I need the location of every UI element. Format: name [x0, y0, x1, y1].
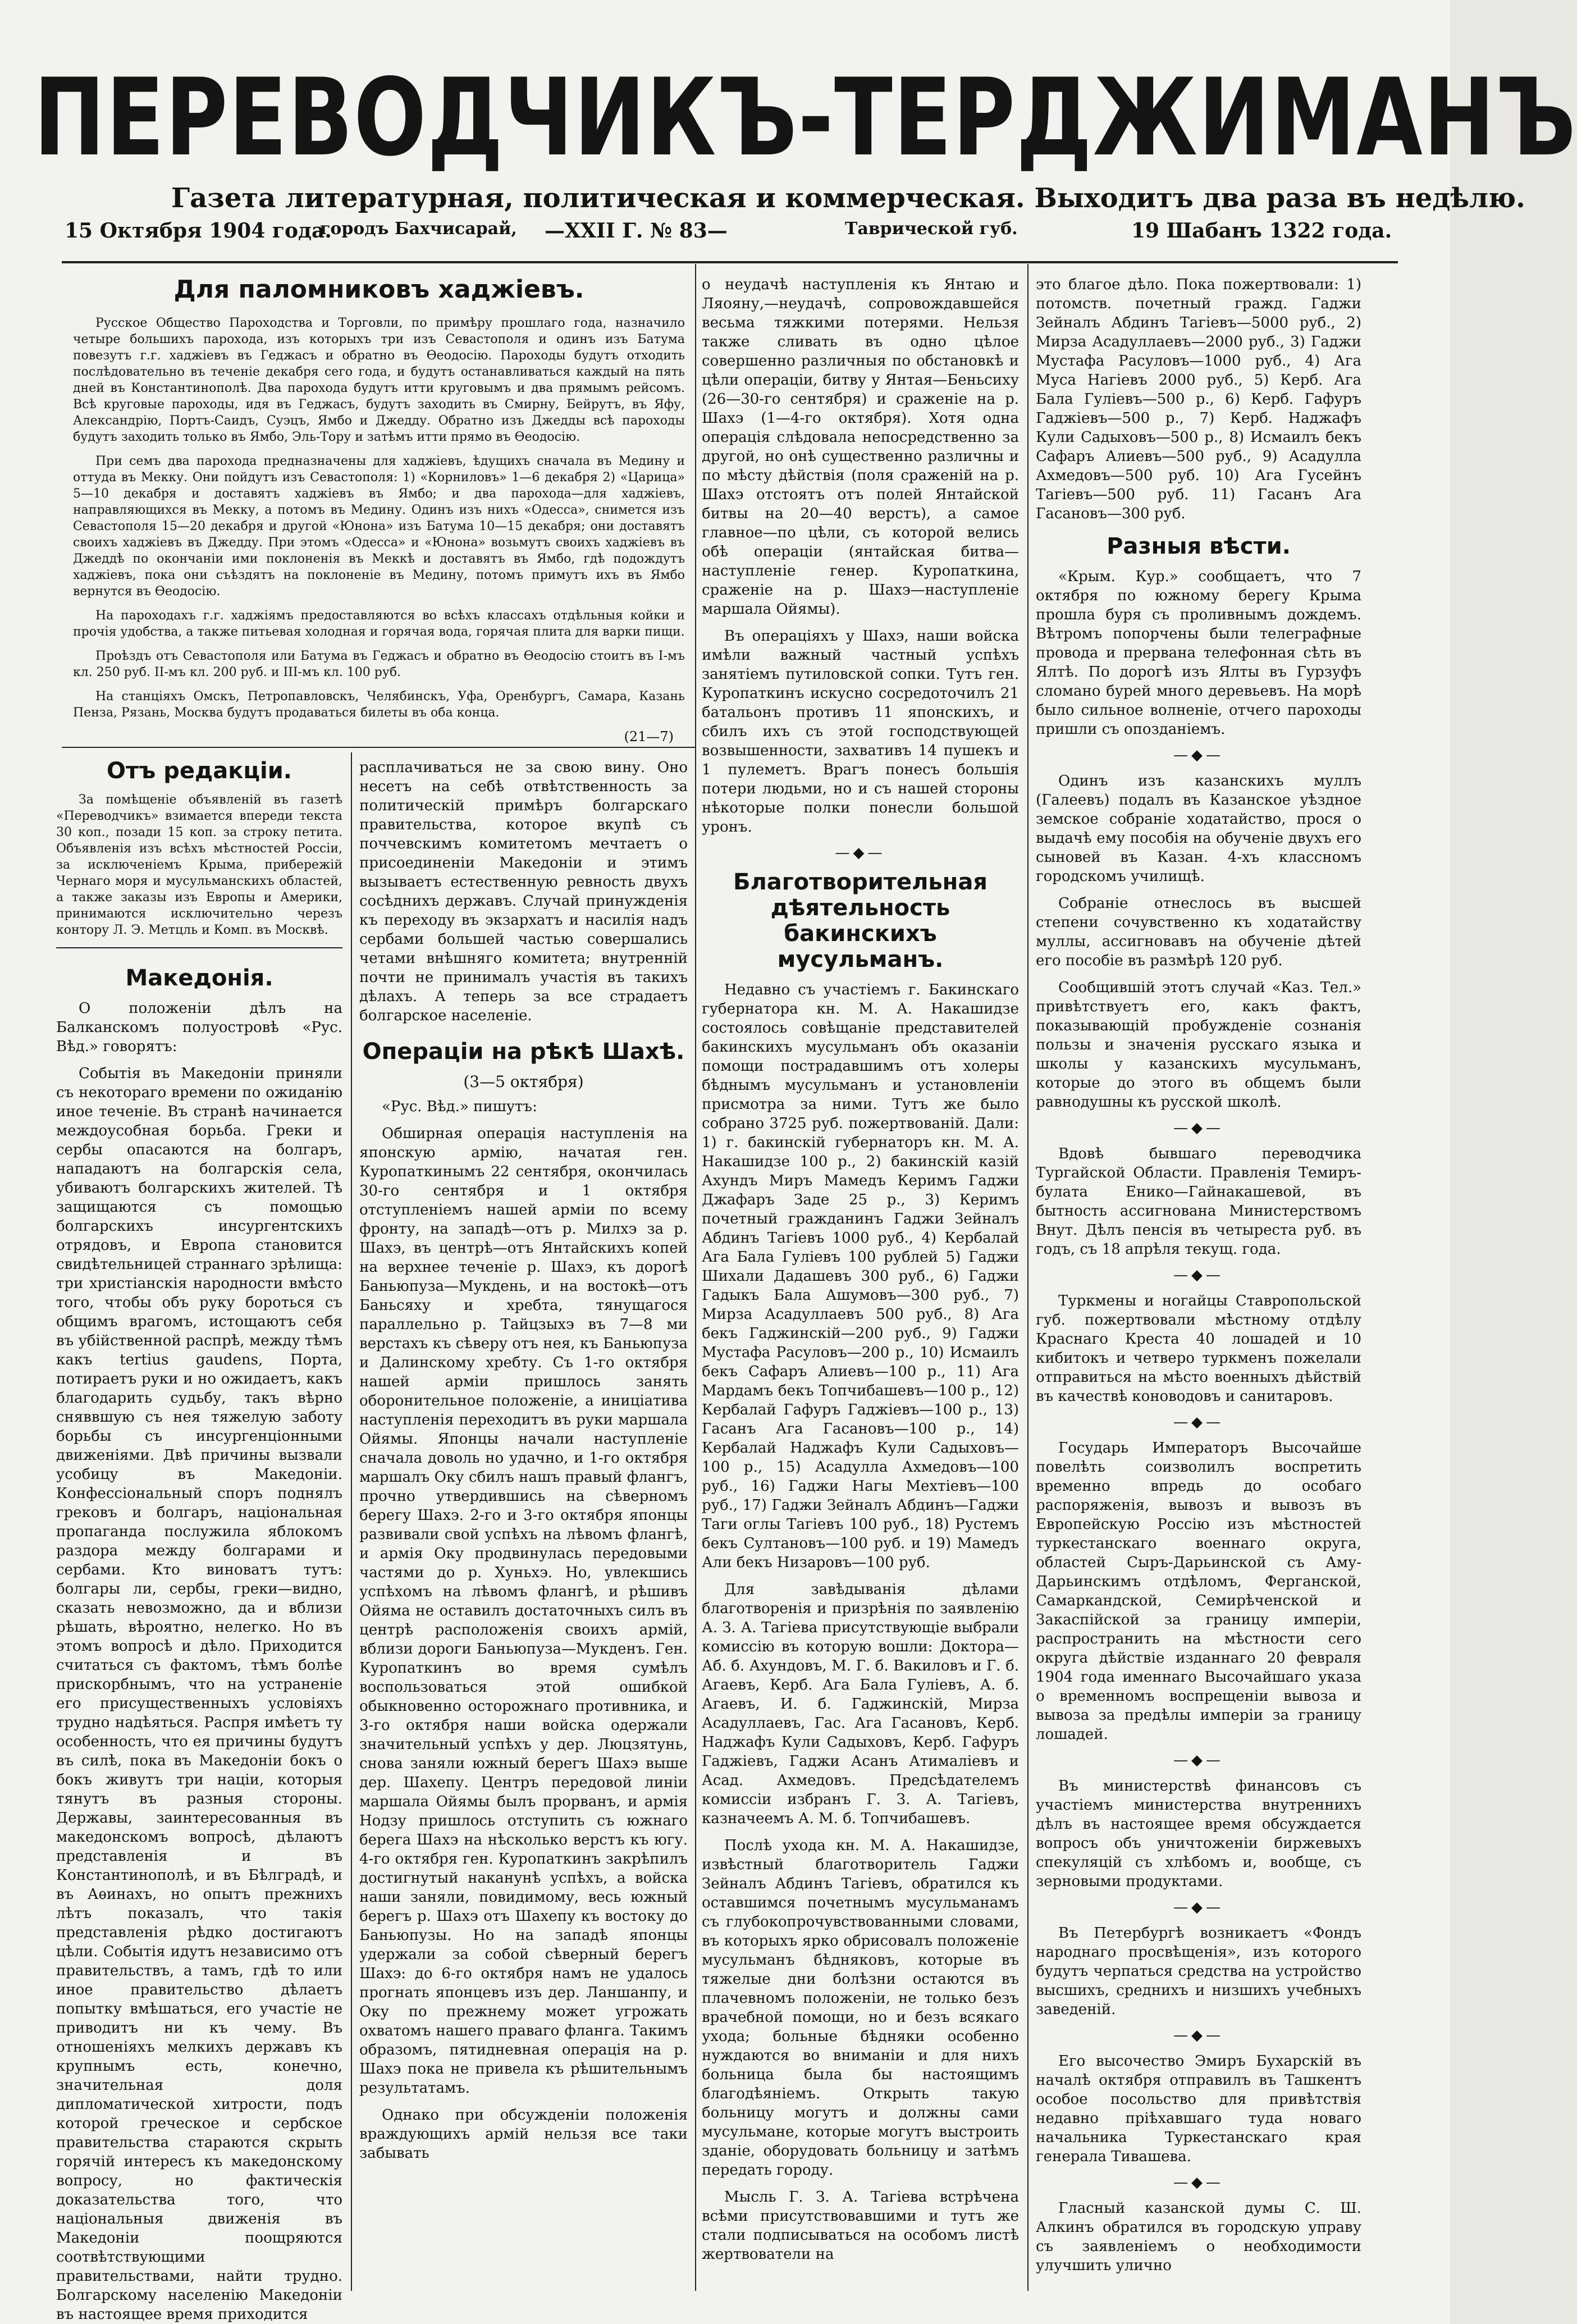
- baku-paragraph: Послѣ ухода кн. М. А. Накашидзе, извѣстный благотворитель Гаджи Зейналъ Абдинъ Тагіевъ, обратился къ оставшимся почетнымъ мусульманамъ съ глубокопрочувствованными словами, въ которыхъ ярко обрисовалъ положеніе мусульманъ бѣдняковъ, которые въ тяжелые дни болѣзни остаются въ плачевномъ положеніи, не только безъ врачебной помощи, но и безъ всякаго ухода; больные бѣдняки особенно нуждаются во вниманіи и для нихъ больница была бы настоящимъ благодѣяніемъ. Открыть такую больницу могутъ и должны сами мусульмане, которые могутъ выстроить зданіе, оборудовать больницу и затѣмъ передать городу.: [702, 1837, 1019, 2179]
- hajj-signature: (21—7): [624, 729, 674, 745]
- column-divider: [695, 264, 696, 2291]
- ornament-divider: —◆—: [835, 844, 886, 861]
- ornament-divider: —◆—: [1173, 1414, 1224, 1431]
- news-item: Въ Петербургѣ возникаетъ «Фондъ народнаго просвѣщенія», изъ которого будутъ черпаться средства на устройство высшихъ, среднихъ и низшихъ учебныхъ заведеній.: [1036, 1925, 1361, 2018]
- header-rule: [62, 261, 1398, 263]
- shakhe-title: Операціи на рѣкѣ Шахѣ.: [362, 1039, 685, 1065]
- macedonia-continuation: расплачиваться не за свою вину. Оно несетъ на себѣ отвѣтственность за политическій примѣръ болгарскаго правительства, которое вкупѣ съ поччевскимъ комитетомъ мечтаетъ о присоединеніи Македоніи и этимъ вызываетъ естественную ревность двухъ сосѣднихъ державъ. Случай принужденія къ переходу въ экзархатъ и насилія надъ сербами большей частью совершались четами внѣшняго комитета; внутренній почти не принималъ участія въ такихъ дѣлахъ. А теперь за все страдаетъ болгарское населеніе.: [359, 759, 688, 1024]
- news-item: Одинъ изъ казанскихъ муллъ (Галеевъ) подалъ въ Казанское уѣздное земское собраніе ходатайство, прося о выдачѣ ему пособія на обученіе двухъ его сыновей въ Казан. 4-хъ классномъ городскомъ училищѣ.: [1036, 773, 1361, 885]
- shakhe-text: Однако при обсужденіи положенія враждующихъ армій нельзя все таки забывать: [359, 2107, 688, 2162]
- shakhe-text: Обширная операція наступленія на японскую армію, начатая ген. Куропаткинымъ 22 сентября, окончилась 30-го сентября и 1 октября отступленіемъ нашей арміи по всему фронту, на западѣ—отъ р. Милхэ за р. Шахэ, въ центрѣ—отъ Янтайскихъ копей на верхнее теченіе р. Шахэ, къ дорогѣ Баньюпуза—Мукдень, и на востокѣ—отъ Баньсяху и хребта, тянущагося параллельно р. Тайцзыхэ въ 7—8 ми верстахъ къ сѣверу отъ нея, къ Баньюпуза и Далинскому хребту. Съ 1-го октября нашей арміи пришлось занять оборонительное положеніе, а иниціатива наступленія переходитъ въ руки маршала Ойямы. Японцы начали наступленіе сначала доволь но удачно, и 1-го октября маршалъ Оку сбилъ нашъ правый флангъ, прочно утвердившись на сѣверномъ берегу Шахэ. 2-го и 3-го октября японцы развивали свой успѣхъ на лѣвомъ флангѣ, и армія Оку продвинулась передовыми частями до р. Хуньхэ. Но, увлекшись успѣхомъ на лѣвомъ флангѣ, и рѣшивъ Ойяма не оставилъ достаточныхъ силъ въ центрѣ расположенія своихъ армій, вблизи дороги Баньюпуза—Мукденъ. Ген. Куропаткинъ во время сумѣлъ воспользоваться этой ошибкой обыкновенно осторожнаго противника, и 3-го октября наши войска одержали значительный успѣхъ у дер. Люцзятунь, снова заняли южный берегъ Шахэ выше дер. Шахепу. Центръ передовой линіи маршала Ойямы былъ прорванъ, и армія Нодзу пришлось отступить съ южнаго берега Шахэ на нѣсколько верстъ къ югу. 4-го октября ген. Куропаткинъ закрѣпилъ достигнутый наканунѣ успѣхъ, а войска наши заняли, повидимому, весь южный берегъ р. Шахэ отъ Шахепу къ востоку до Баньюпузы. Но на западѣ японцы удержали за собой сѣверный берегъ Шахэ: до 6-го октября намъ не удалось прогнать японцевъ изъ дер. Ланшанпу, и Оку по прежнему может угрожать охватомъ нашего праваго фланга. Такимъ образомъ, пятидневная операція на р. Шахэ пока не привела къ рѣшительнымъ результатамъ.: [359, 1125, 688, 2097]
- hijri-date: 19 Шабанъ 1322 года.: [1131, 219, 1392, 243]
- column-4: [1036, 275, 1361, 2285]
- news-item: Государь Императоръ Высочайше повелѣть соизволилъ воспретить временно впредь до особаго распоряженія, вывозъ и вывозъ въ Европейскую Россію изъ мѣстностей туркестанскаго военнаго округа, областей Сыръ-Дарьинской съ Аму-Дарьинскимъ отдѣломъ, Ферганской, Самаркандской, Семирѣченской и Закаспійской за границу имперіи, распространить на мѣстности сего округа дѣйствіе изданнаго 20 февраля 1904 года именнаго Высочайшаго указа о временномъ воспрещеніи вывоза и вывоза за предѣлы имперіи за границу лошадей.: [1036, 1440, 1361, 1743]
- section-rule: [56, 947, 342, 948]
- baku-paragraph: Мысль Г. З. А. Тагіева встрѣчена всѣми присутствовавшими и тутъ же стали подписываться на особомъ листѣ жертвователи на: [702, 2189, 1019, 2263]
- macedonia-paragraph: Событія въ Македоніи приняли съ некотораго времени по ожиданію иное теченіе. Въ странѣ начинается междоусобная борьба. Греки и сербы опасаются на болгаръ, нападаютъ на болгарскія села, убиваютъ болгарскихъ жителей. Тѣ защищаются съ помощью болгарскихъ инсургентскихъ отрядовъ, и Европа становится свидѣтельницей страннаго зрѣлища: три христіанскія народности вмѣсто того, чтобы объ руку бороться съ общимъ врагомъ, истощаютъ себя въ убійственной распрѣ, между тѣмъ какъ tertius gaudens, Порта, потираетъ руки и но ожидаетъ, какъ благодарить судьбу, такъ вѣрно сняввшую съ нея тяжелую заботу борьбы съ инсургенціонными движеніями. Двѣ причины вызвали усобицу въ Македоніи. Конфессіональный споръ поднялъ грековъ и болгаръ, національная пропаганда послужила яблокомъ раздора между болгарами и сербами. Кто виноватъ тутъ: болгары ли, сербы, греки—видно, сказать невозможно, да и вблизи рѣшать, вѣроятно, нелегко. Но въ этомъ вопросѣ и дѣло. Приходится считаться съ фактомъ, тѣмъ болѣе прискорбнымъ, что на устраненіе его присущественныхъ условіяхъ трудно надѣяться. Распря имѣетъ ту особенность, что ея причины будутъ въ силѣ, пока въ Македоніи бокъ о бокъ живутъ три націи, которыя тянутъ въ разныя стороны. Державы, заинтересованныя въ македонскомъ вопросѣ, дѣлаютъ представленія и въ Константинополѣ, и въ Бѣлградѣ, и въ Аѳинахъ, но опытъ прежнихъ лѣтъ показалъ, что такія представленія рѣдко достигаютъ цѣли. Событія идутъ независимо отъ правительствъ, а тамъ, гдѣ то или иное правительство дѣлаетъ попытку вмѣшаться, его участіе не приводитъ ни къ чему. Въ отношеніяхъ мелкихъ державъ къ крупнымъ есть, конечно, значительная доля дипломатической хитрости, подъ которой греческое и сербское правительства стараются скрыть горячій интересъ къ македонскому вопросу, но фактическія доказательства того, что національныя движенія въ Македоніи поощряются соотвѣтствующими правительствами, найти трудно. Болгарскому населенію Македоніи въ настоящее время приходится: [56, 1065, 342, 2323]
- shakhe-continuation: о неудачѣ наступленія къ Янтаю и Ляояну,—неудачѣ, сопровождавшейся весьма тяжкими потерями. Нельзя также сливать въ одно цѣлое совершенно различныя по обстановкѣ и цѣли операціи, битву у Янтая—Беньсиху (26—30-го сентября) и сраженіе на р. Шахэ (1—4-го октября). Хотя одна операція слѣдовала непосредственно за другой, но онѣ существенно различны и по мѣсту дѣйствія (поля сраженій на р. Шахэ отстоятъ отъ полей Янтайской битвы на 20—40 верстъ), а самое главное—по цѣли, съ которой велись обѣ операціи (янтайская битва—наступленіе генер. Куропаткина, сраженіе на р. Шахэ—наступленіе маршала Ойямы).: [702, 276, 1019, 618]
- issue-number: —XXII Г. № 83—: [545, 219, 728, 243]
- news-item: Въ министерствѣ финансовъ съ участіемъ министерства внутреннихъ дѣлъ въ настоящее время обсуждается вопросъ объ уничтоженіи биржевыхъ спекуляцій съ хлѣбомъ и, вообще, съ зерновыми продуктами.: [1036, 1778, 1361, 1890]
- issue-region: Таврической губ.: [845, 219, 1018, 239]
- dateline: [65, 219, 1392, 253]
- baku-paragraph: Для завѣдыванія дѣлами благотворенія и призрѣнія по заявленію А. З. А. Тагіева присутствующіе выбрали комиссію въ которую вошли: Доктора—Аб. б. Ахундовъ, М. Г. б. Вакиловъ и Г. б. Агаевъ, Керб. Ага Бала Гуліевъ, А. б. Агаевъ, И. б. Гаджинскій, Мирза Асадуллаевъ, Гас. Ага Гасановъ, Керб. Наджафъ Кули Садыховъ, Керб. Гафуръ Гаджіевъ, Гаджи Асанъ Атималіевъ и Асад. Ахмедовъ. Предсѣдателемъ комиссіи избранъ Г. З. А. Тагіевъ, казначеемъ А. М. б. Топчибашевъ.: [702, 1581, 1019, 1827]
- column-divider: [1027, 264, 1029, 2291]
- shakhe-continuation: Въ операціяхъ у Шахэ, наши войска имѣли важный частный успѣхъ занятіемъ путиловской сопки. Тутъ ген. Куропаткинъ искусно сосредоточилъ 21 батальонъ противъ 11 японскихъ, и сбилъ ихъ съ этой господствующей возвышенности, захвативъ 14 пушекъ и 1 пулеметъ. Врагъ понесъ большія потери людьми, но и съ нашей стороны нѣкоторые полки понесли большой уронъ.: [702, 628, 1019, 835]
- column-divider: [351, 752, 352, 2291]
- news-item: Сообщившій этотъ случай «Каз. Тел.» привѣтствуетъ его, какъ фактъ, показывающій пробужденіе сознанія пользы и значенія русскаго языка и школы у казанскихъ мусульманъ, которые до этого въ общемъ были равнодушны къ русской школѣ.: [1036, 979, 1361, 1111]
- news-item: Туркмены и ногайцы Ставропольской губ. пожертвовали мѣстному отдѣлу Краснаго Креста 40 лошадей и 10 кибитокъ и четверо туркменъ пожелали отправиться на мѣсто военныхъ дѣйствій въ качествѣ коноводовъ и санитаровъ.: [1036, 1293, 1361, 1405]
- ornament-divider: —◆—: [1173, 1752, 1224, 1769]
- ornament-divider: —◆—: [1173, 1267, 1224, 1284]
- ornament-divider: —◆—: [1173, 747, 1224, 764]
- baku-continuation: это благое дѣло. Пока пожертвовали: 1) потомств. почетный гражд. Гаджи Зейналъ Абдинъ Тагіевъ—5000 руб., 2) Мирза Асадуллаевъ—2000 руб., 3) Гаджи Мустафа Расуловъ—1000 руб., 4) Ага Муса Нагіевъ 2000 руб., 5) Керб. Ага Бала Гуліевъ—500 р., 6) Керб. Гафуръ Гаджіевъ—500 р., 7) Керб. Наджафъ Кули Садыховъ—500 р., 8) Исмаилъ бекъ Сафаръ Алиевъ—500 руб., 9) Асадулла Ахмедовъ—500 руб. 10) Ага Гусейнъ Тагіевъ—500 руб. 11) Гасанъ Ага Гасановъ—300 руб.: [1036, 276, 1361, 522]
- shakhe-source: «Рус. Вѣд.» пишутъ:: [382, 1098, 537, 1115]
- baku-title: Благотворительная дѣятельность бакинскихъ мусульманъ.: [733, 869, 988, 972]
- ornament-divider: —◆—: [1173, 2174, 1224, 2191]
- news-item: «Крым. Кур.» сообщаетъ, что 7 октября по южному берегу Крыма прошла буря съ проливнымъ дождемъ. Вѣтромъ попорчены были телеграфные провода и прервана телефонная сѣть въ Ялтѣ. По дорогѣ изъ Ялты въ Гурзуфъ сломано бурей много деревьевъ. На морѣ было сильное волненіе, отчего пароходы пришли съ опозданіемъ.: [1036, 568, 1361, 738]
- news-item: Собраніе отнеслось въ высшей степени сочувственно къ ходатайству муллы, ассигновавъ на обученіе дѣтей его пособіе въ размѣрѣ 120 руб.: [1036, 895, 1361, 969]
- editorial-title: Отъ редакціи.: [107, 758, 292, 784]
- hajj-paragraph: Проѣздъ отъ Севастополя или Батума въ Геджасъ и обратно въ Ѳеодосію стоитъ въ I-мъ кл. 250 руб. II-мъ кл. 200 руб. и III-мъ кл. 100 руб.: [73, 649, 685, 679]
- hajj-paragraph: Русское Общество Пароходства и Торговли, по примѣру прошлаго года, назначило четыре большихъ парохода, изъ которыхъ три изъ Севастополя и одинъ изъ Батума повезутъ г.г. хаджіевъ въ Геджасъ и обратно въ Ѳеодосію. Пароходы будутъ отходить послѣдовательно въ теченіе декабря сего года, и будутъ останавливаться каждый на пять дней въ Константинополѣ. Два парохода будутъ итти круговымъ и два прямымъ рейсомъ. Всѣ круговые пароходы, идя въ Геджасъ, будутъ заходить въ Смирну, Бейрутъ, въ Яфу, Александрію, Портъ-Саидъ, Суэцъ, Ямбо и Джедду. Обратно изъ Джедды всѣ пароходы будутъ заходить только въ Ямбо, Эль-Тору и затѣмъ итти прямо въ Ѳеодосію.: [73, 316, 685, 444]
- macedonia-title: Македонія.: [125, 965, 273, 991]
- column-1: [56, 758, 342, 2323]
- shakhe-dates: (3—5 октября): [463, 1072, 584, 1091]
- macedonia-paragraph: О положеніи дѣлъ на Балканскомъ полуостровѣ «Рус. Вѣд.» говорятъ:: [56, 1000, 342, 1055]
- hajj-title: Для паломниковъ хаджіевъ.: [173, 275, 584, 304]
- masthead-title: ПЕРЕВОДЧИКЪ-ТЕРДЖИМАНЪ: [34, 56, 1577, 180]
- section-rule: [62, 747, 695, 748]
- news-title: Разныя вѣсти.: [1107, 533, 1291, 559]
- masthead-subtitle: Газета литературная, политическая и коммерческая. Выходитъ два раза въ недѣлю.: [171, 182, 1525, 214]
- hajj-paragraph: На пароходахъ г.г. хаджіямъ предоставляются во всѣхъ классахъ отдѣльныя койки и прочія удобства, а также питьевая холодная и горячая вода, горячая плита для варки пищи.: [73, 609, 685, 639]
- news-item: Вдовѣ бывшаго переводчика Тургайской Области. Правленія Темиръ-булата Енико—Гайнакашевой, въ бытность ассигнована Министерствомъ Внут. Дѣлъ пенсія въ четыреста руб. въ годъ, съ 18 апрѣля текущ. года.: [1036, 1145, 1361, 1258]
- hajj-paragraph: При семъ два парохода предназначены для хаджіевъ, ѣдущихъ сначала въ Медину и оттуда въ Мекку. Они пойдутъ изъ Севастополя: 1) «Корниловъ» 1—6 декабря 2) «Царица» 5—10 декабря и доставятъ хаджіевъ въ Ямбо; и два парохода—для хаджіевъ, направляющихся въ Мекку, а потомъ въ Медину. Одинъ изъ нихъ «Одесса», снимется изъ Севастополя 15—20 декабря и другой «Юнона» изъ Батума 10—15 декабря; они доставятъ своихъ хаджіевъ въ Джедду. При этомъ «Одесса» и «Юнона» возьмутъ своихъ хаджіевъ въ Джеддѣ по окончаніи ими поклоненія въ Меккѣ и доставятъ въ Ямбо, гдѣ подождутъ хаджіевъ, пока они съѣздятъ на поклоненіе въ Медину, потомъ примутъ ихъ въ Ямбо вернутся въ Ѳеодосію.: [73, 454, 685, 599]
- news-item: Гласный казанской думы С. Ш. Алкинъ обратился въ городскую управу съ заявленіемъ о необходимости улучшить улично: [1036, 2200, 1361, 2274]
- editorial-text: За помѣщеніе объявленій въ газетѣ «Переводчикъ» взимается впереди текста 30 коп., позади 15 коп. за строку петита. Объявленія изъ всѣхъ мѣстностей Россіи, за исключеніемъ Крыма, прибережій Чернаго моря и мусульманскихъ областей, а также заказы изъ Европы и Америки, принимаются исключительно черезъ контору Л. Э. Метцль и Комп. въ Москвѣ.: [56, 793, 342, 937]
- issue-date: 15 Октября 1904 года.: [65, 219, 332, 243]
- column-3: [702, 275, 1019, 2285]
- baku-paragraph: Недавно съ участіемъ г. Бакинскаго губернатора кн. М. А. Накашидзе состоялось совѣщаніе представителей бакинскихъ мусульманъ объ оказаніи помощи пострадавшимъ отъ холеры бѣднымъ мусульманъ и установленіи присмотра за ними. Тутъ же было собрано 3725 руб. пожертвованій. Дали: 1) г. бакинскій губернаторъ кн. М. А. Накашидзе 100 р., 2) бакинскій казій Ахундъ Миръ Мамедъ Керимъ Гаджи Джафаръ Заде 25 р., 3) Керимъ почетный гражданинъ Гаджи Зейналъ Абдинъ Тагіевъ 1000 руб., 4) Кербалай Ага Бала Гуліевъ 100 рублей 5) Гаджи Шихали Дадашевъ 300 руб., 6) Гаджи Гадыкъ Бала Ашумовъ—300 руб., 7) Мирза Асадуллаевъ 500 руб., 8) Ага бекъ Гаджинскій—200 руб., 9) Гаджи Мустафа Расуловъ—200 р., 10) Исмаилъ бекъ Сафаръ Алиевъ—100 р., 11) Ага Мардамъ бекъ Топчибашевъ—100 р., 12) Кербалай Гафуръ Гаджіевъ—100 р., 13) Гасанъ Ага Гасановъ—100 р., 14) Кербалай Наджафъ Кули Садыховъ—100 р., 15) Асадулла Ахмедовъ—100 руб., 16) Гаджи Нагы Мехтіевъ—100 руб., 17) Гаджи Зейналъ Абдинъ—Гаджи Таги оглы Тагіевъ 100 руб., 18) Рустемъ бекъ Султановъ—100 руб. и 19) Мамедъ Али бекъ Низаровъ—100 руб.: [702, 981, 1019, 1571]
- ornament-divider: —◆—: [1173, 2027, 1224, 2044]
- hajj-paragraph: На станціяхъ Омскъ, Петропавловскъ, Челябинскъ, Уфа, Оренбургъ, Самара, Казань Пенза, Рязань, Москва будутъ продаваться билеты въ оба конца.: [73, 690, 685, 720]
- issue-place: городъ Бахчисарай,: [320, 219, 517, 239]
- news-item: Его высочество Эмиръ Бухарскій въ началѣ октября отправилъ въ Ташкентъ особое посольство для привѣтствія недавно пріѣхавшаго туда новаго начальника Туркестанскаго края генерала Тивашева.: [1036, 2053, 1361, 2165]
- ornament-divider: —◆—: [1173, 1899, 1224, 1916]
- column-2: [359, 758, 688, 2285]
- ornament-divider: —◆—: [1173, 1120, 1224, 1136]
- hajj-article: [73, 275, 685, 747]
